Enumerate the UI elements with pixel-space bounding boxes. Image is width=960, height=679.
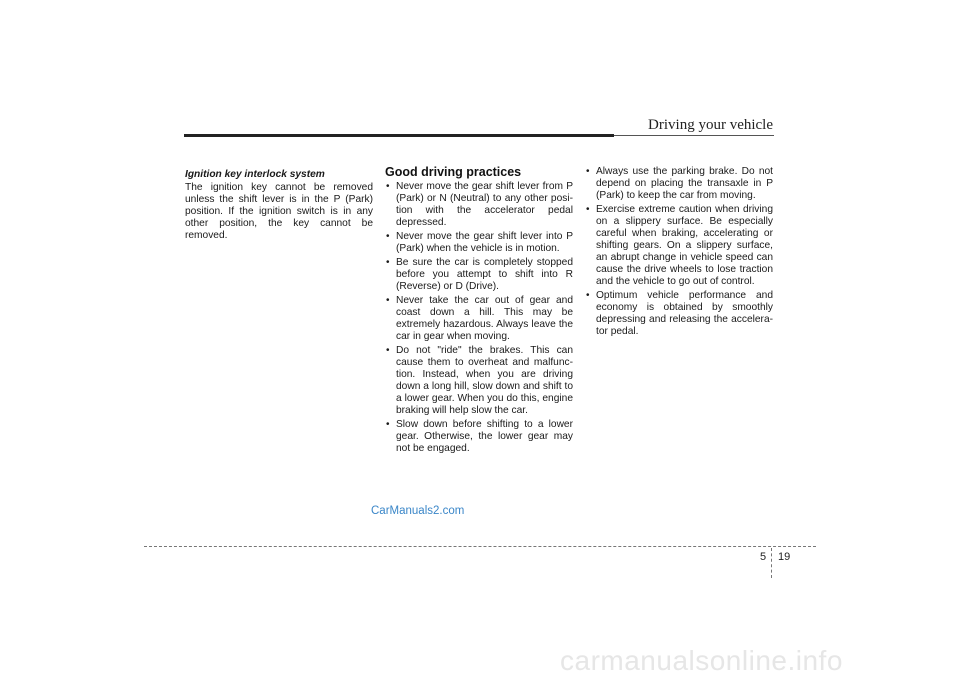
header-rule [184, 134, 614, 137]
ignition-interlock-subheading: Ignition key interlock system [185, 169, 325, 180]
column-left [185, 150, 373, 242]
list-item: • Never take the car out of gear and coast down a hill. This may be extremely hazardous. Always leave the car in gear when moving. [385, 295, 573, 343]
list-item: • Exercise extreme caution when driving on a slippery surface. Be especially careful when braking, accelerating or shifting gears. On a slippery surface, an abrupt change in vehicle speed can cause the drive wheels to lose traction and the vehicle to go out of control. [585, 204, 773, 288]
header-rule-thin [614, 135, 774, 136]
list-item: • Never move the gear shift lever from P (Park) or N (Neutral) to any other posi-tion with the accelerator pedal depressed. [385, 181, 573, 229]
driving-practices-list [385, 181, 573, 455]
page-header-title: Driving your vehicle [648, 117, 773, 133]
list-item: • Always use the parking brake. Do not depend on placing the transaxle in P (Park) to keep the car from moving. [585, 166, 773, 202]
footer-site-watermark: carmanualsonline.info [560, 645, 843, 676]
list-item: • Slow down before shifting to a lower gear. Otherwise, the lower gear may not be engaged. [385, 419, 573, 455]
list-item: • Do not "ride" the brakes. This can cause them to overheat and malfunc-tion. Instead, when you are driving down a long hill, slow down and shift to a lower gear. When you do this, engine braking will help slow the car. [385, 345, 573, 417]
column-middle [385, 150, 573, 457]
list-item: • Be sure the car is completely stopped before you attempt to shift into R (Reverse) or D (Drive). [385, 257, 573, 293]
page-number: 19 [778, 551, 791, 563]
ignition-interlock-paragraph: The ignition key cannot be removed unless the shift lever is in the P (Park) position. If the ignition switch is in any other position, the key cannot be removed. [185, 182, 373, 241]
good-driving-practices-title: Good driving practices [385, 165, 522, 179]
chapter-number: 5 [760, 551, 767, 563]
driving-practices-list-continued [585, 166, 773, 338]
footer-divider [144, 546, 816, 547]
carmanuals-watermark-link[interactable]: CarManuals2.com [371, 505, 465, 517]
list-item: • Optimum vehicle performance and economy is obtained by smoothly depressing and releasing the accelera-tor pedal. [585, 290, 773, 338]
page-number-separator [771, 548, 772, 578]
column-right [585, 150, 773, 340]
list-item: • Never move the gear shift lever into P (Park) when the vehicle is in motion. [385, 231, 573, 255]
